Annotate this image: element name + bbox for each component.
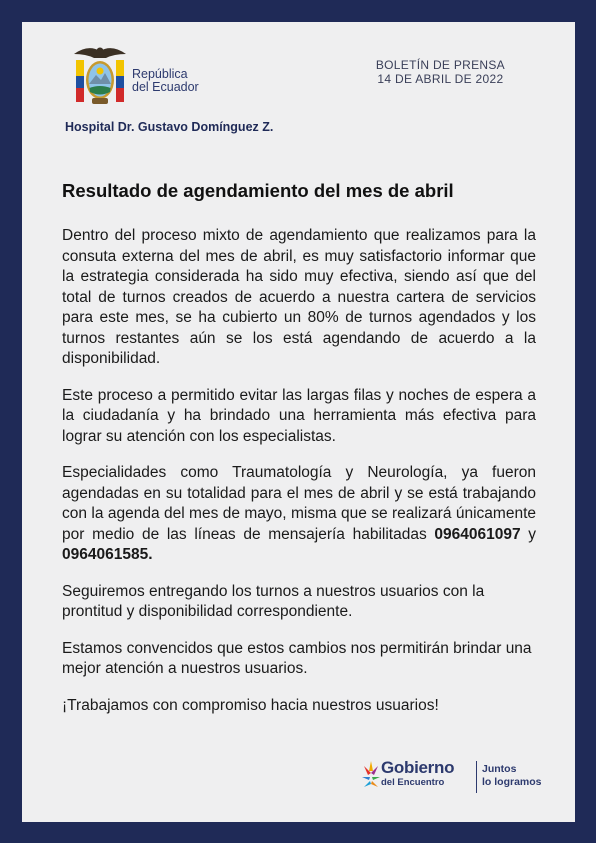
paragraph-6: ¡Trabajamos con compromiso hacia nuestros usuarios! (62, 696, 439, 714)
paragraph-3-connector: y (520, 525, 536, 543)
gobierno-wordmark: Gobierno (381, 758, 455, 777)
paragraph-1: Dentro del proceso mixto de agendamiento que realizamos para la consuta externa del mes de abril, es muy satisfactorio informar que la estrategia considerada ha sido muy efectiva, siendo así que del total de turnos creados de acuerdo a nuestra cartera de servicios para este mes, se ha cubierto un 80% de turnos agendados y los turnos restantes aún se los está agendando de acuerdo a la disponibilidad. (62, 227, 536, 367)
article-body (62, 226, 536, 732)
ecuador-coat-of-arms-icon (70, 42, 130, 110)
republic-line-2: del Ecuador (132, 80, 199, 94)
paragraph-3 (62, 463, 536, 566)
republic-line-1: República (132, 67, 188, 81)
hospital-name: Hospital Dr. Gustavo Domínguez Z. (65, 120, 274, 134)
gobierno-logo (361, 755, 561, 803)
press-release-page (22, 22, 575, 822)
page-title: Resultado de agendamiento del mes de abril (62, 180, 454, 201)
paragraph-3-text: Especialidades como Traumatología y Neurología, ya fueron agendadas en su totalidad para el mes de abril y se está trabajando con la agenda del mes de mayo, misma que se realizará únicamente por medio de las líneas de mensajería habilitadas (62, 464, 536, 543)
encuentro-wordmark: del Encuentro (381, 777, 445, 788)
slogan (482, 763, 542, 789)
bulletin-title: BOLETÍN DE PRENSA (375, 58, 505, 72)
slogan-line-1: Juntos (482, 763, 517, 775)
phone-number-1: 0964061097 (434, 525, 521, 543)
phone-number-2: 0964061585. (62, 546, 153, 563)
gobierno-encuentro-logo-icon (361, 757, 381, 797)
slogan-line-2: lo logramos (482, 776, 542, 788)
paragraph-5: Estamos convencidos que estos cambios nos permitirán brindar una mejor atención a nuestros usuarios. (62, 639, 532, 677)
header (22, 22, 575, 162)
paragraph-2: Este proceso a permitido evitar las largas filas y noches de espera a la ciudadanía y ha brindado una herramienta más efectiva para lograr su atención con los especialistas. (62, 386, 536, 445)
republic-name (132, 68, 199, 94)
bulletin-date: 14 DE ABRIL DE 2022 (377, 72, 504, 86)
paragraph-4: Seguiremos entregando los turnos a nuestros usuarios con la prontitud y disponibilidad correspondiente. (62, 582, 485, 620)
footer-divider (476, 761, 477, 793)
bulletin-label (376, 58, 505, 86)
